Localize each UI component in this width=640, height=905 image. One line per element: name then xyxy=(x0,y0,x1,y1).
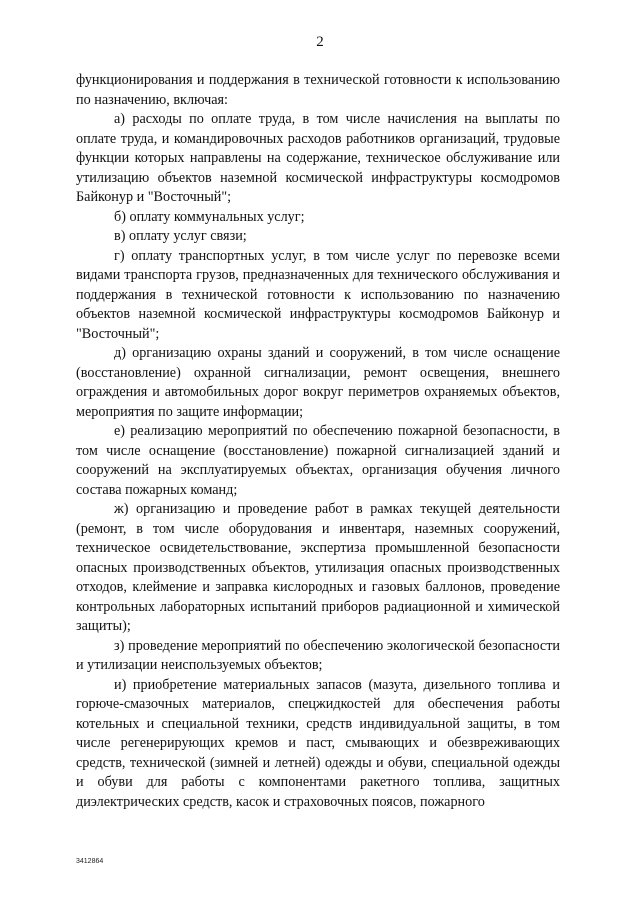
document-body xyxy=(76,71,560,812)
paragraph-item-i: и) приобретение материальных запасов (мазута, дизельного топлива и горюче-смазочных материалов, спецжидкостей для обеспечения работы котельных и специальной техники, средств индивидуальной защиты, в том числе регенерирующих кремов и паст, смывающих и обезвреживающих средств, технической (зимней и летней) одежды и обуви, специальной одежды и обуви для работы с компонентами ракетного топлива, защитных диэлектрических средств, касок и страховочных поясов, пожарного xyxy=(76,676,560,810)
paragraph-item-e: е) реализацию мероприятий по обеспечению пожарной безопасности, в том числе оснащение (восстановление) пожарной сигнализацией зданий и сооружений на эксплуатируемых объектах, организация обучения личного состава пожарных команд; xyxy=(76,423,560,498)
document-code: 3412864 xyxy=(76,858,104,865)
paragraph-item-zh: ж) организацию и проведение работ в рамках текущей деятельности (ремонт, в том числе оборудования и инвентаря, наземных сооружений, техническое освидетельствование, экспертиза промышленной безопасности опасных производственных объектов, утилизация опасных производственных отходов, клеймение и заправка кислородных и газовых баллонов, проведение контрольных лабораторных испытаний приборов радиационной и химической защиты); xyxy=(76,501,560,634)
paragraph-item-b: б) оплату коммунальных услуг; xyxy=(114,208,305,225)
paragraph-item-a: а) расходы по оплате труда, в том числе начисления на выплаты по оплате труда, и командировочных расходов работников организаций, трудовые функции которых направлены на содержание, техническое обслуживание или утилизацию объектов наземной космической инфраструктуры космодромов Байконур и "Восточный"; xyxy=(76,111,560,205)
paragraph-item-d: д) организацию охраны зданий и сооружений, в том числе оснащение (восстановление) охранной сигнализации, ремонт освещения, внешнего ограждения и автомобильных дорог вокруг периметров охраняемых объектов, мероприятия по защите информации; xyxy=(76,345,560,420)
page-number: 2 xyxy=(316,34,324,50)
paragraph-item-v: в) оплату услуг связи; xyxy=(114,228,247,244)
paragraph-item-g: г) оплату транспортных услуг, в том числе услуг по перевозке всеми видами транспорта грузов, предназначенных для технического обслуживания и поддержания в технической готовности к использованию по назначению объектов наземной космической инфраструктуры космодромов Байконур и "Восточный"; xyxy=(76,247,560,342)
paragraph-intro: функционирования и поддержания в технической готовности к использованию по назначению, включая: xyxy=(76,72,560,108)
paragraph-item-z: з) проведение мероприятий по обеспечению экологической безопасности и утилизации неиспользуемых объектов; xyxy=(76,637,560,673)
